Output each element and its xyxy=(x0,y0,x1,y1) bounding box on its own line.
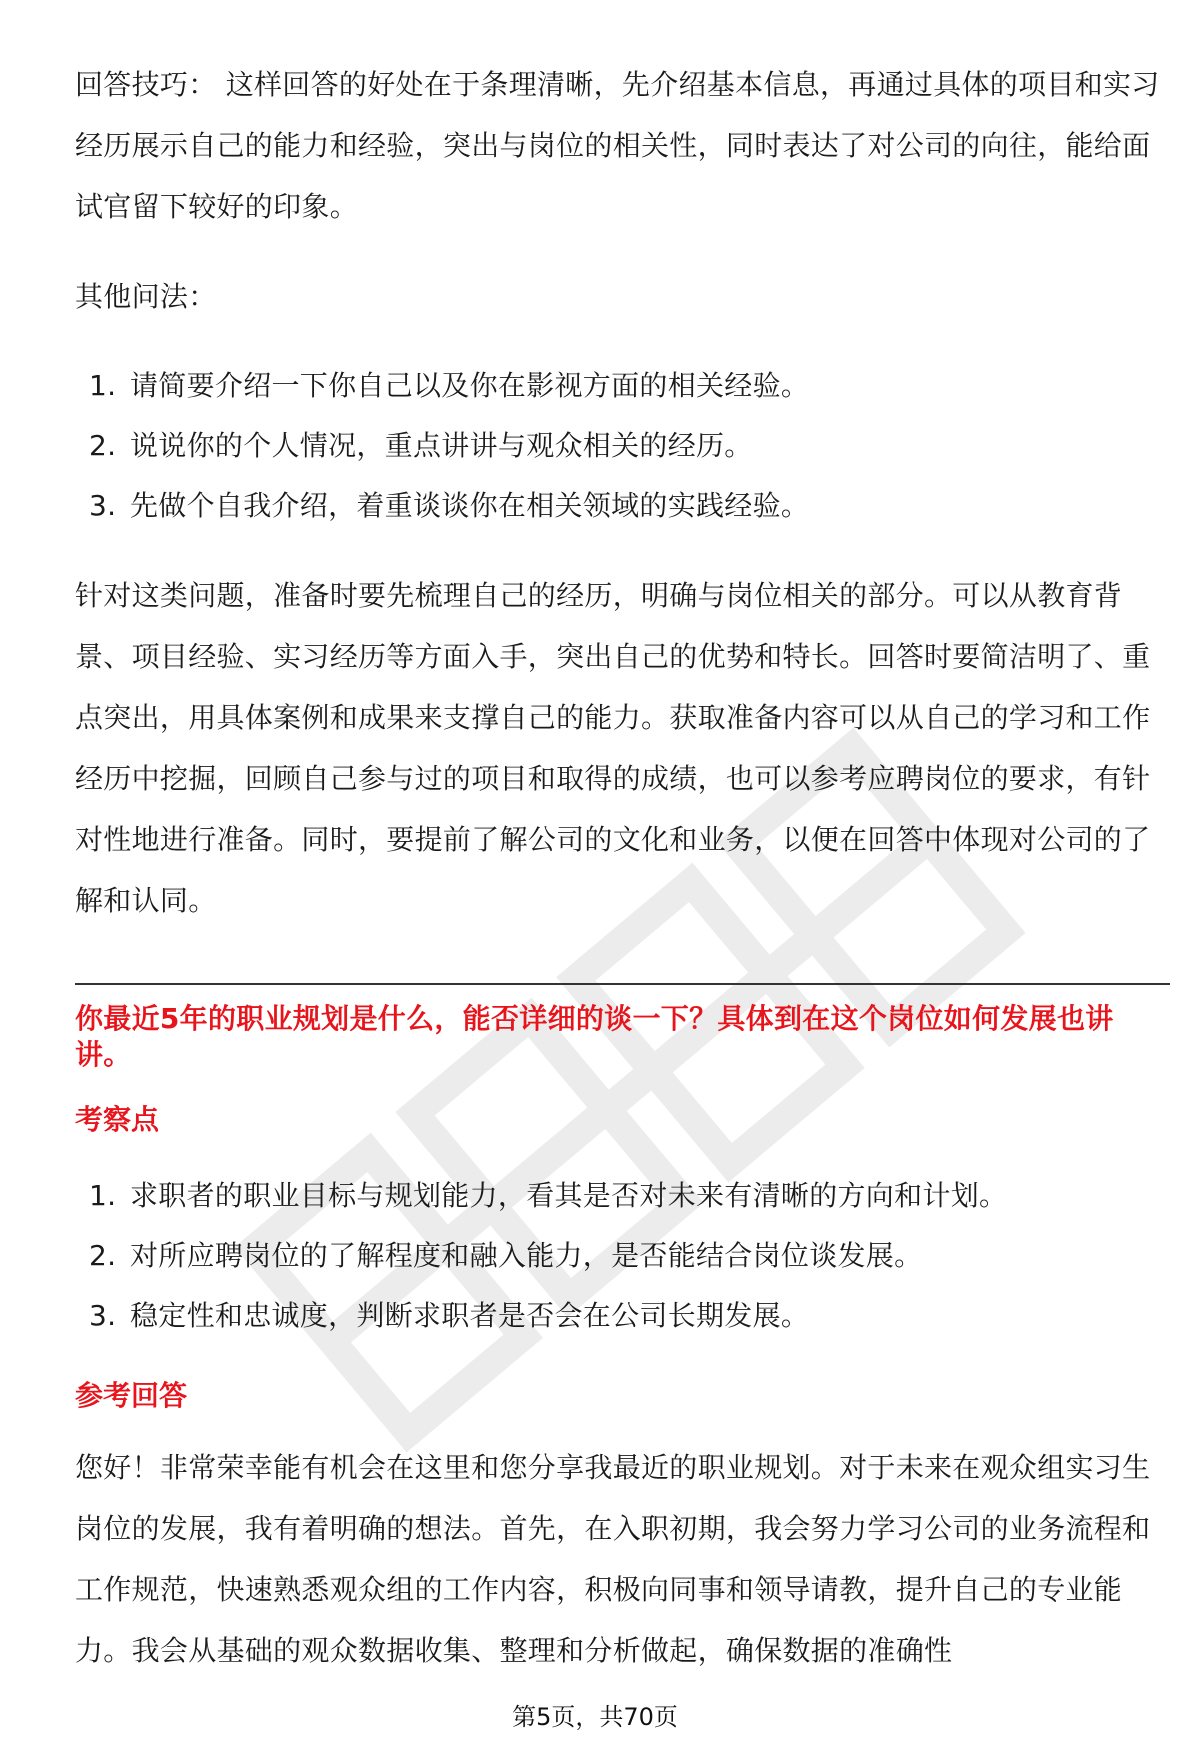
other-questions-label: 其他问法： xyxy=(75,280,217,313)
list-item: 1. 请简要介绍一下你自己以及你在影视方面的相关经验。 xyxy=(89,369,810,402)
preparation-paragraph: 针对这类问题，准备时要先梳理自己的经历，明确与岗位相关的部分。可以从教育背景、项目经验、实习经历等方面入手，突出自己的优势和特长。回答时要简洁明了、重点突出，用具体案例和成果来支撑自己的能力。获取准备内容可以从自己的学习和工作经历中挖掘，回顾自己参与过的项目和取得的成绩，也可以参考应聘岗位的要求，有针对性地进行准备。同时，要提前了解公司的文化和业务，以便在回答中体现对公司的了解和认同。 xyxy=(75,579,1151,917)
reference-answer-paragraph: 您好！非常荣幸能有机会在这里和您分享我最近的职业规划。对于未来在观众组实习生岗位的发展，我有着明确的想法。首先，在入职初期，我会努力学习公司的业务流程和工作规范，快速熟悉观众组的工作内容，积极向同事和领导请教，提升自己的专业能力。我会从基础的观众数据收集、整理和分析做起，确保数据的准确性 xyxy=(75,1451,1151,1667)
interview-question: 你最近5年的职业规划是什么，能否详细的谈一下？具体到在这个岗位如何发展也讲讲。 xyxy=(75,1002,1114,1071)
list-item: 2. 说说你的个人情况，重点讲讲与观众相关的经历。 xyxy=(89,429,753,462)
section-divider xyxy=(75,983,1170,985)
reference-answer-heading: 参考回答 xyxy=(75,1379,188,1412)
focus-list xyxy=(75,1166,1170,1346)
other-questions-list xyxy=(75,356,1170,536)
list-item: 3. 稳定性和忠诚度，判断求职者是否会在公司长期发展。 xyxy=(89,1299,810,1332)
page-number-footer: 第5页，共70页 xyxy=(512,1703,678,1731)
list-item: 3. 先做个自我介绍，着重谈谈你在相关领域的实践经验。 xyxy=(89,489,810,522)
focus-heading: 考察点 xyxy=(75,1103,160,1136)
list-item: 2. 对所应聘岗位的了解程度和融入能力，是否能结合岗位谈发展。 xyxy=(89,1239,923,1272)
list-item: 1. 求职者的职业目标与规划能力，看其是否对未来有清晰的方向和计划。 xyxy=(89,1179,1008,1212)
answer-tips-paragraph: 回答技巧： 这样回答的好处在于条理清晰，先介绍基本信息，再通过具体的项目和实习经历展示自己的能力和经验，突出与岗位的相关性，同时表达了对公司的向往，能给面试官留下较好的印象。 xyxy=(75,68,1160,223)
